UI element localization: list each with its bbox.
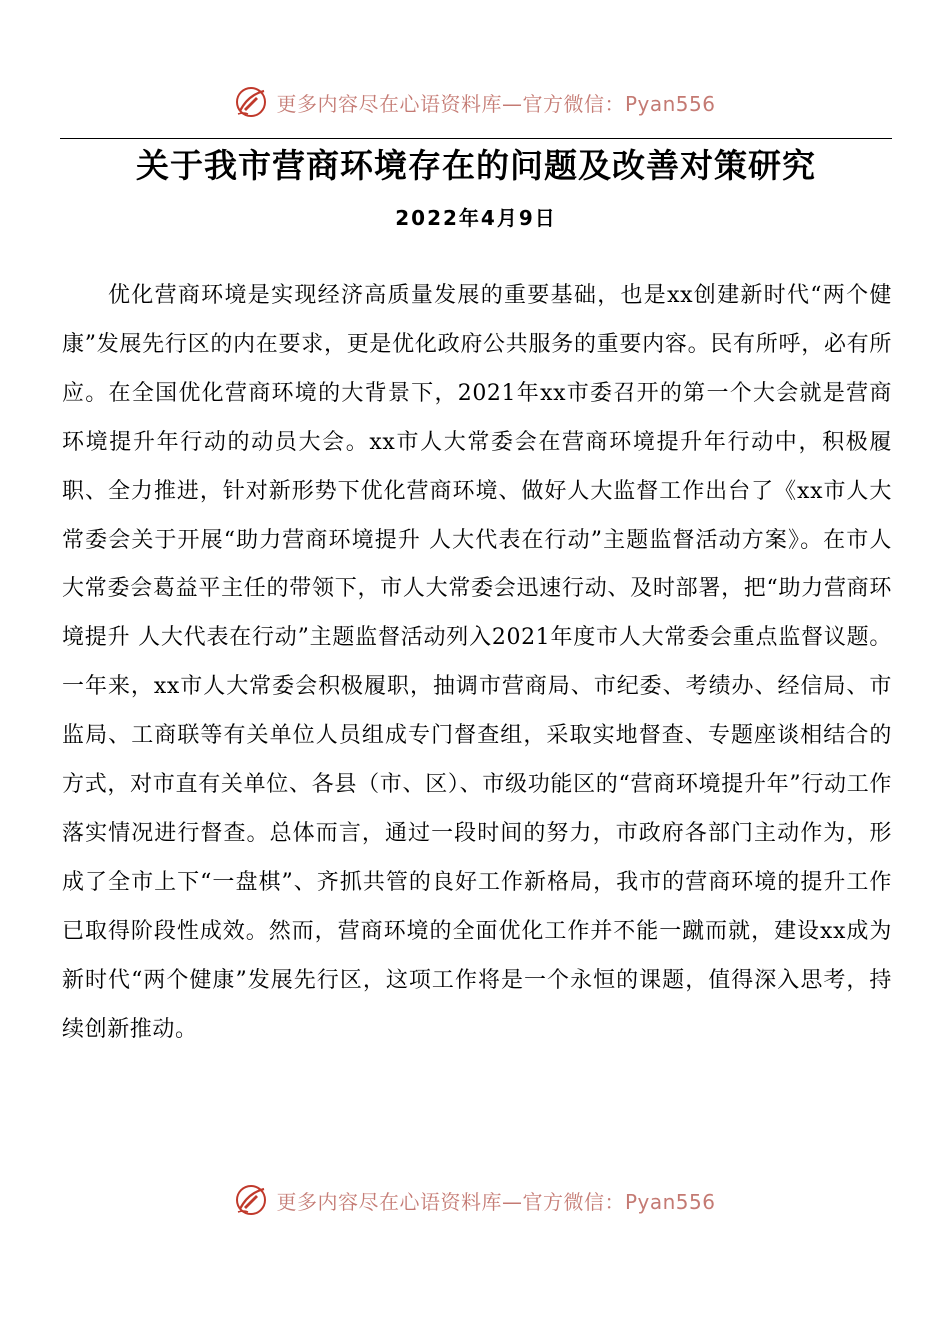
pen-circle-logo-icon [234,85,268,119]
document-title: 关于我市营商环境存在的问题及改善对策研究 [136,146,816,185]
document-date: 2022年4月9日 [395,206,557,230]
title-divider [60,138,892,139]
footer-watermark [0,1180,950,1220]
header-watermark [0,82,950,122]
watermark-text: 更多内容尽在心语资料库—官方微信：Pyan556 [276,91,716,116]
pen-circle-logo-icon [234,1183,268,1217]
body-paragraph: 优化营商环境是实现经济高质量发展的重要基础，也是xx创建新时代“两个健康”发展先行区的内在要求，更是优化政府公共服务的重要内容。民有所呼，必有所应。在全国优化营商环境的大背景下，2021年xx市委召开的第一个大会就是营商环境提升年行动的动员大会。xx市人大常委会在营商环境提升年行动中，积极履职、全力推进，针对新形势下优化营商环境、做好人大监督工作出台了《xx市人大常委会关于开展“助力营商环境提升 人大代表在行动”主题监督活动方案》。在市人大常委会葛益平主任的带领下，市人大常委会迅速行动、及时部署，把“助力营商环境提升 人大代表在行动”主题监督活动列入2021年度市人大常委会重点监督议题。一年来，xx市人大常委会积极履职，抽调市营商局、市纪委、考绩办、经信局、市监局、工商联等有关单位人员组成专门督查组，采取实地督查、专题座谈相结合的方式，对市直有关单位、各县（市、区）、市级功能区的“营商环境提升年”行动工作落实情况进行督查。总体而言，通过一段时间的努力，市政府各部门主动作为，形成了全市上下“一盘棋”、齐抓共管的良好工作新格局，我市的营商环境的提升工作已取得阶段性成效。然而，营商环境的全面优化工作并不能一蹴而就，建设xx成为新时代“两个健康”发展先行区，这项工作将是一个永恒的课题，值得深入思考，持续创新推动。 [62,283,892,1042]
watermark-text: 更多内容尽在心语资料库—官方微信：Pyan556 [276,1189,716,1214]
